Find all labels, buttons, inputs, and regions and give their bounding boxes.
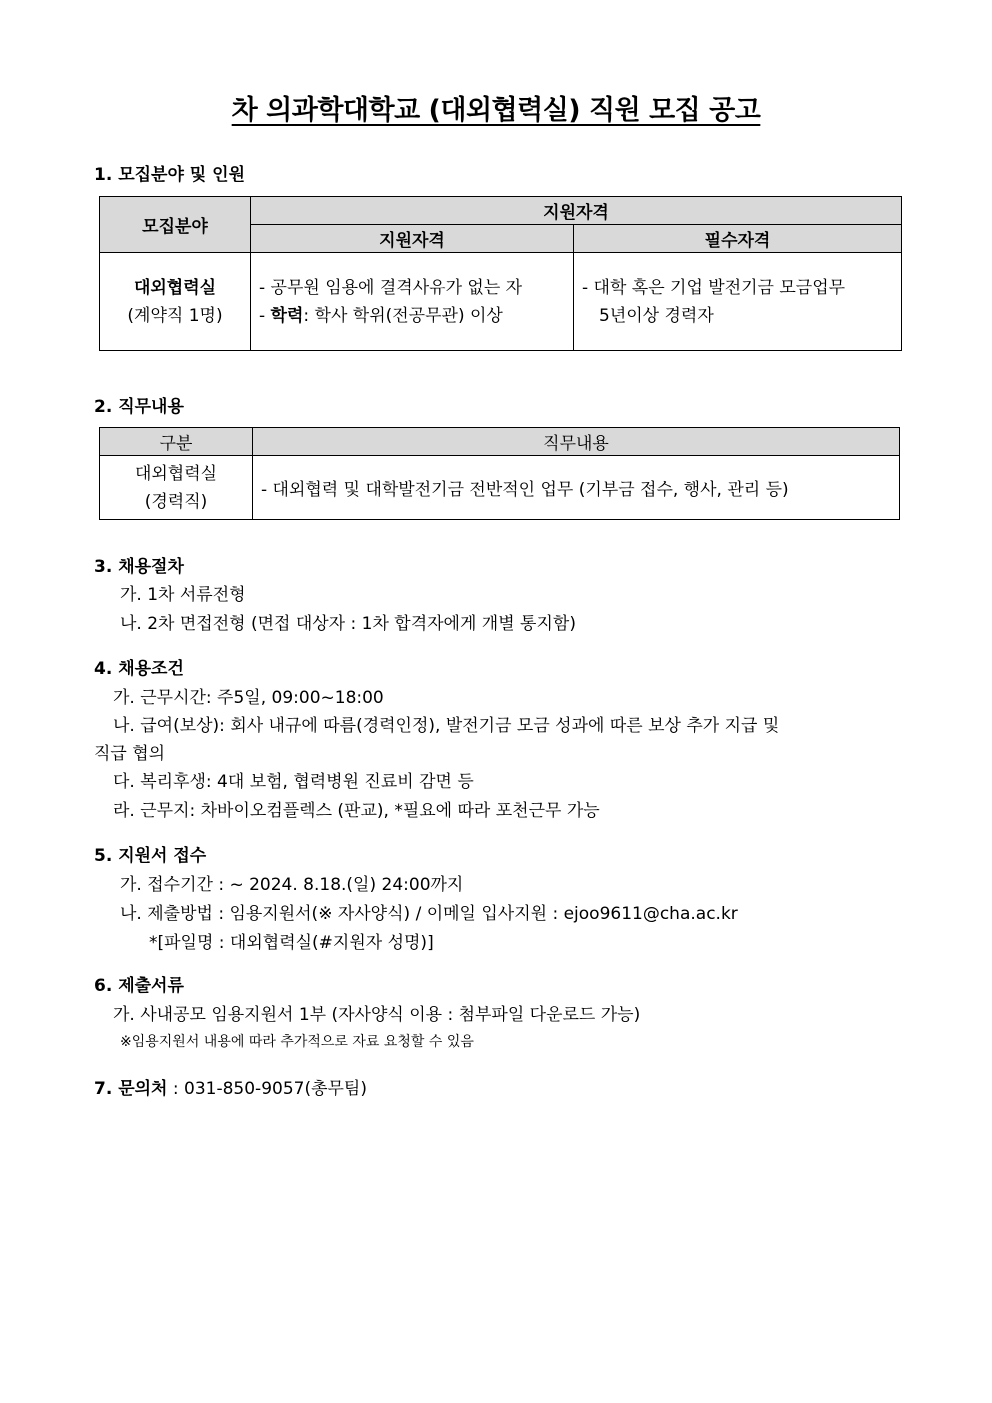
section-4-heading: 4. 채용조건 [94, 659, 184, 679]
section-3-heading: 3. 채용절차 [94, 557, 184, 577]
required-cell [574, 253, 902, 351]
section-7-heading: 7. 문의처 [94, 1079, 168, 1099]
required-item-1: - 대학 혹은 기업 발전기금 모금업무 [582, 277, 846, 298]
duty-cell: - 대외협력 및 대학발전기금 전반적인 업무 (기부금 접수, 행사, 관리 등) [253, 456, 900, 520]
field-cell [100, 253, 251, 351]
condition-salary-cont: 직급 협의 [94, 744, 166, 764]
condition-benefits: 다. 복리후생: 4대 보험, 협력병원 진료비 감면 등 [113, 772, 474, 792]
condition-salary: 나. 급여(보상): 회사 내규에 따름(경력인정), 발전기금 모금 성과에 따른 보상 추가 지급 및 [113, 716, 780, 736]
qualification-cell [251, 253, 574, 351]
field-dept: 대외협력실 [133, 277, 217, 298]
header-division: 구분 [100, 428, 253, 456]
field-count: (계약직 1명) [127, 305, 223, 326]
recruit-field-table [99, 196, 902, 351]
qualification-item-1: - 공무원 임용에 결격사유가 없는 자 [259, 277, 523, 298]
documents-note: ※임용지원서 내용에 따라 추가적으로 자료 요청할 수 있음 [120, 1034, 474, 1050]
header-required: 필수자격 [574, 225, 902, 253]
contact-line: 7. 문의처 : 031-850-9057(총무팀) [94, 1079, 367, 1099]
header-field: 모집분야 [100, 197, 251, 253]
header-duty: 직무내용 [253, 428, 900, 456]
section-2-heading: 2. 직무내용 [94, 397, 184, 417]
procedure-step-1: 가. 1차 서류전형 [120, 585, 246, 605]
contact-phone: 031-850-9057(총무팀) [184, 1079, 367, 1099]
page-title: 차 의과학대학교 (대외협력실) 직원 모집 공고 [231, 95, 761, 126]
application-method: 나. 제출방법 : 임용지원서(※ 자사양식) / 이메일 입사지원 : ejoo9611@cha.ac.kr [120, 904, 738, 924]
required-item-2: 5년이상 경력자 [599, 305, 714, 326]
division-dept: 대외협력실 [134, 463, 218, 484]
section-5-heading: 5. 지원서 접수 [94, 846, 207, 866]
application-period: 가. 접수기간 : ~ 2024. 8.18.(일) 24:00까지 [120, 875, 464, 895]
documents-item: 가. 사내공모 임용지원서 1부 (자사양식 이용 : 첨부파일 다운로드 가능) [113, 1005, 641, 1025]
application-filename: *[파일명 : 대외협력실(#지원자 성명)] [149, 933, 434, 953]
section-1-heading: 1. 모집분야 및 인원 [94, 165, 245, 185]
division-cell [100, 456, 253, 520]
section-6-heading: 6. 제출서류 [94, 976, 184, 996]
procedure-step-2: 나. 2차 면접전형 (면접 대상자 : 1차 합격자에게 개별 통지함) [120, 614, 576, 634]
condition-hours: 가. 근무시간: 주5일, 09:00~18:00 [113, 688, 384, 708]
qualification-item-2: - 학력: 학사 학위(전공무관) 이상 [259, 305, 503, 326]
duty-table [99, 427, 900, 520]
header-qualification-sub: 지원자격 [251, 225, 574, 253]
header-qualification: 지원자격 [251, 197, 902, 225]
division-type: (경력직) [144, 491, 208, 512]
condition-location: 라. 근무지: 차바이오컴플렉스 (판교), *필요에 따라 포천근무 가능 [113, 801, 600, 821]
